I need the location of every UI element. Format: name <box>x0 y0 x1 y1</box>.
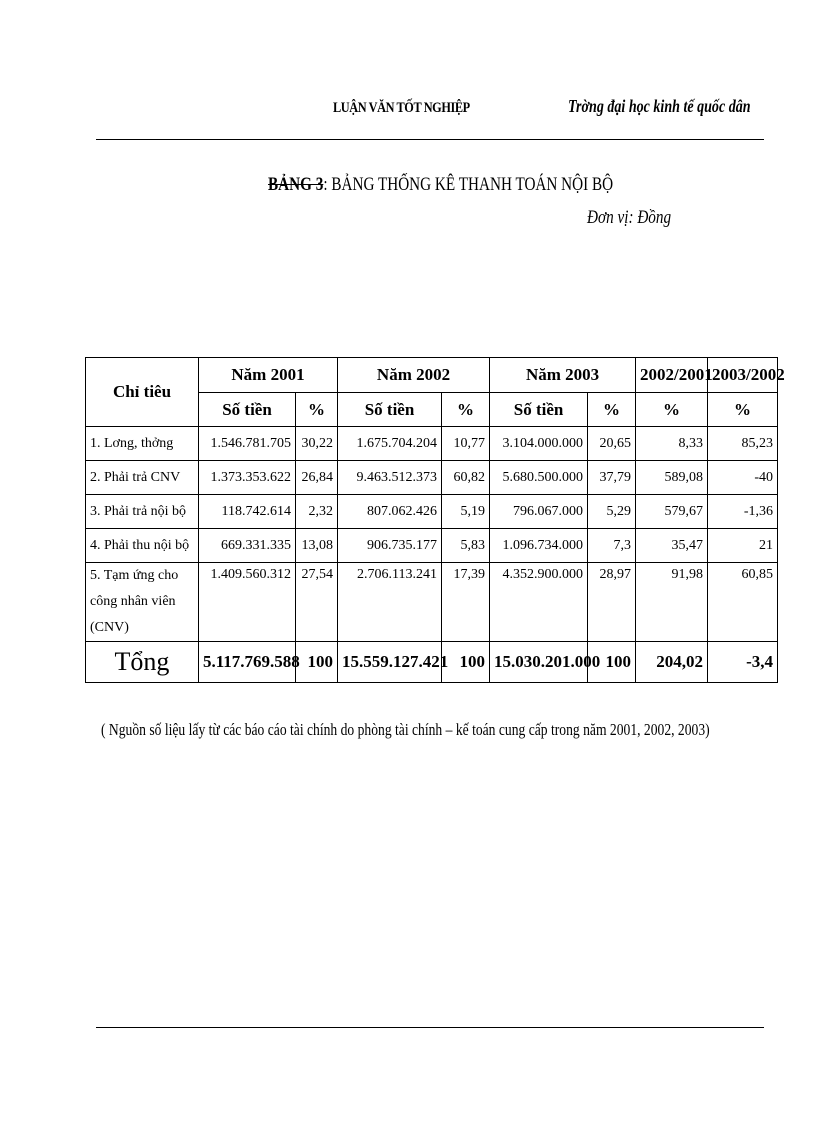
table-number: BẢNG 3 <box>268 174 324 195</box>
cell-ratio-2002-2001: 91,98 <box>636 563 708 642</box>
total-amount-2003: 15.030.201.000 <box>490 642 588 683</box>
cell-amount-2001: 669.331.335 <box>199 529 296 563</box>
cell-ratio-2003-2002: -1,36 <box>708 495 778 529</box>
cell-percent-2002: 60,82 <box>442 461 490 495</box>
header-university-name: Trờng đại học kinh tế quốc dân <box>568 96 751 116</box>
cell-percent-2001: 26,84 <box>296 461 338 495</box>
table-header-row <box>86 358 778 393</box>
subheader-percent: % <box>708 393 778 427</box>
header-year-2002: Năm 2002 <box>338 358 490 393</box>
total-amount-2001: 5.117.769.588 <box>199 642 296 683</box>
cell-ratio-2003-2002: 85,23 <box>708 427 778 461</box>
cell-ratio-2003-2002: 60,85 <box>708 563 778 642</box>
cell-amount-2003: 5.680.500.000 <box>490 461 588 495</box>
total-ratio-2002-2001: 204,02 <box>636 642 708 683</box>
cell-percent-2001: 2,32 <box>296 495 338 529</box>
table-total-row <box>86 642 778 683</box>
total-ratio-2003-2002: -3,4 <box>708 642 778 683</box>
cell-percent-2003: 5,29 <box>588 495 636 529</box>
total-percent-2003: 100 <box>588 642 636 683</box>
cell-amount-2002: 1.675.704.204 <box>338 427 442 461</box>
cell-percent-2003: 20,65 <box>588 427 636 461</box>
cell-percent-2003: 37,79 <box>588 461 636 495</box>
cell-ratio-2003-2002: -40 <box>708 461 778 495</box>
cell-amount-2003: 4.352.900.000 <box>490 563 588 642</box>
header-year-2001: Năm 2001 <box>199 358 338 393</box>
cell-percent-2001: 30,22 <box>296 427 338 461</box>
subheader-percent: % <box>588 393 636 427</box>
cell-percent-2002: 17,39 <box>442 563 490 642</box>
cell-percent-2002: 10,77 <box>442 427 490 461</box>
header-year-2003: Năm 2003 <box>490 358 636 393</box>
total-amount-2002: 15.559.127.421 <box>338 642 442 683</box>
cell-ratio-2002-2001: 8,33 <box>636 427 708 461</box>
header-ratio-2003-2002: 2003/2002 <box>708 358 778 393</box>
cell-ratio-2002-2001: 35,47 <box>636 529 708 563</box>
cell-percent-2002: 5,83 <box>442 529 490 563</box>
cell-percent-2001: 13,08 <box>296 529 338 563</box>
cell-percent-2003: 7,3 <box>588 529 636 563</box>
cell-amount-2003: 1.096.734.000 <box>490 529 588 563</box>
table-row <box>86 529 778 563</box>
total-percent-2001: 100 <box>296 642 338 683</box>
header-ratio-2002-2001: 2002/2001 <box>636 358 708 393</box>
table-row <box>86 563 778 642</box>
subheader-percent: % <box>636 393 708 427</box>
cell-percent-2003: 28,97 <box>588 563 636 642</box>
subheader-amount: Số tiền <box>338 393 442 427</box>
subheader-amount: Số tiền <box>199 393 296 427</box>
cell-amount-2002: 807.062.426 <box>338 495 442 529</box>
cell-amount-2001: 1.409.560.312 <box>199 563 296 642</box>
cell-amount-2002: 2.706.113.241 <box>338 563 442 642</box>
subheader-percent: % <box>296 393 338 427</box>
row-label: 2. Phải trả CNV <box>86 461 199 495</box>
cell-percent-2001: 27,54 <box>296 563 338 642</box>
header-criteria: Chỉ tiêu <box>86 358 199 427</box>
row-label: 1. Lơng, thởng <box>86 427 199 461</box>
cell-ratio-2002-2001: 589,08 <box>636 461 708 495</box>
footer-divider <box>96 1027 764 1028</box>
table-row <box>86 461 778 495</box>
subheader-amount: Số tiền <box>490 393 588 427</box>
table-title-text: : BẢNG THỐNG KÊ THANH TOÁN NỘI BỘ <box>323 174 614 195</box>
total-percent-2002: 100 <box>442 642 490 683</box>
cell-amount-2001: 118.742.614 <box>199 495 296 529</box>
row-label: 3. Phải trả nội bộ <box>86 495 199 529</box>
cell-ratio-2002-2001: 579,67 <box>636 495 708 529</box>
header-thesis-label: LUẬN VĂN TỐT NGHIỆP <box>333 100 470 116</box>
table-row <box>86 495 778 529</box>
source-note: ( Nguồn số liệu lấy từ các báo cáo tài chính do phòng tài chính – kế toán cung cấp trong năm 2001, 2002, 2003) <box>101 720 710 739</box>
cell-percent-2002: 5,19 <box>442 495 490 529</box>
total-label: Tổng <box>86 642 199 683</box>
table-title <box>268 174 613 196</box>
cell-amount-2003: 796.067.000 <box>490 495 588 529</box>
cell-amount-2002: 9.463.512.373 <box>338 461 442 495</box>
subheader-percent: % <box>442 393 490 427</box>
header-divider <box>96 139 764 140</box>
cell-amount-2001: 1.373.353.622 <box>199 461 296 495</box>
cell-amount-2003: 3.104.000.000 <box>490 427 588 461</box>
row-label: 5. Tạm ứng cho công nhân viên (CNV) <box>86 563 199 642</box>
cell-amount-2002: 906.735.177 <box>338 529 442 563</box>
row-label: 4. Phải thu nội bộ <box>86 529 199 563</box>
table-row <box>86 427 778 461</box>
cell-ratio-2003-2002: 21 <box>708 529 778 563</box>
payment-statistics-table <box>85 357 785 683</box>
cell-amount-2001: 1.546.781.705 <box>199 427 296 461</box>
unit-label: Đơn vị: Đồng <box>587 207 672 228</box>
